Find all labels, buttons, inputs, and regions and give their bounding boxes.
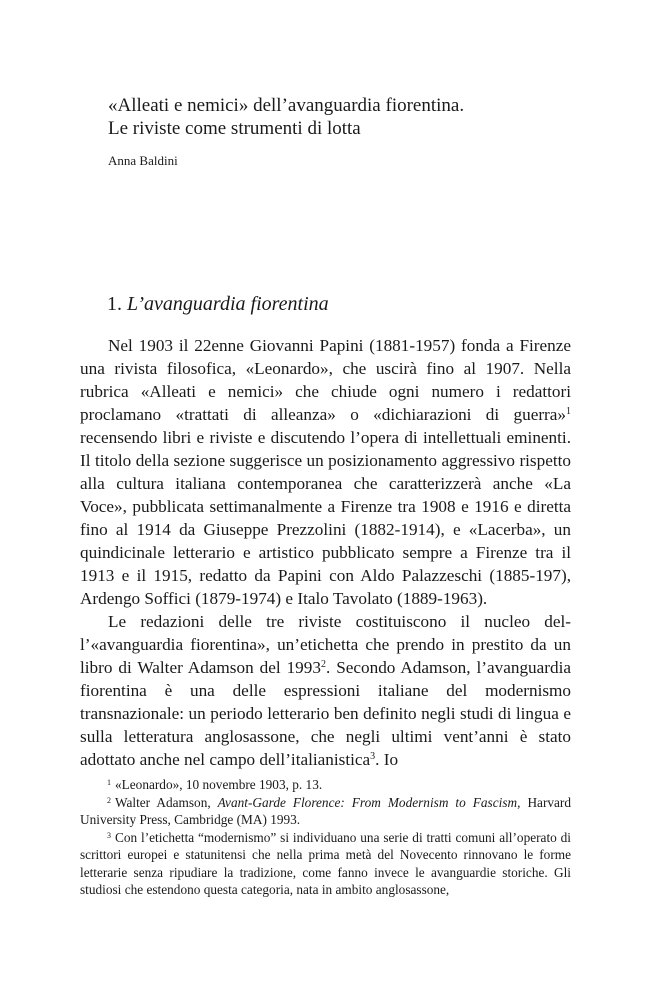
article-title	[108, 94, 588, 140]
footnote-ref: 1	[566, 406, 571, 417]
author-name: Anna Baldini	[108, 153, 178, 168]
paragraph	[80, 334, 571, 610]
footnote	[80, 829, 571, 899]
paragraph-text: . Secondo Adamson, l’avanguardia fiorentina è una delle espressioni italiane del modernismo transnazionale: un periodo letterario ben definito negli studi di lingua e sulla letteratura anglosassone, che negli ultimi vent’anni è stato adottato anche nel campo dell’italianistica	[80, 658, 571, 769]
paragraph-text: Le redazioni delle tre riviste costituiscono il nucleo dell’«avanguardia fiorentina», un’etichetta che prendo in prestito da un libro di Walter Adamson del 1993	[80, 612, 571, 677]
article-title-line-2: Le riviste come strumenti di lotta	[108, 118, 361, 139]
footnote-book-title: Avant-Garde Florence: From Modernism to Fascism	[217, 794, 518, 810]
section-title: L’avanguardia fiorentina	[127, 293, 329, 315]
paragraph	[80, 610, 571, 771]
footnote-mark: 1	[107, 778, 111, 787]
body-text	[80, 334, 571, 771]
article-title-line-1: «Alleati e nemici» dell’avanguardia fiorentina.	[108, 95, 465, 116]
paragraph-text: . Io	[375, 750, 399, 769]
paragraph-text: Nel 1903 il 22enne Giovanni Papini (1881-1957) fonda a Firenze una rivista filosofica, «Leonardo», che uscirà fino al 1907. Nella rubrica «Alleati e nemici» che chiude ogni numero i redattori proclamano «trattati di alleanza» o «dichiarazioni di guerra»	[80, 336, 571, 424]
paragraph-text: recensendo libri e riviste e discutendo l’opera di intellettuali eminenti. Il titolo della sezione suggerisce un posizionamento aggressivo rispetto alla cultura italiana contemporanea che caratterizzerà anche «La Voce», pubblicata settimanalmente a Firenze tra 1908 e 1916 e diretta fino al 1914 da Giuseppe Prezzolini (1882-1914), e «Lacerba», un quindicinale letterario e artistico pubblicato sempre a Firenze tra il 1913 e il 1915, redatto da Papini con Aldo Palazzeschi (1885-197), Ardengo Soffici (1879-1974) e Italo Tavolato (1889-1963).	[80, 428, 571, 608]
section-heading	[107, 292, 329, 316]
footnote-mark: 3	[107, 830, 111, 840]
footnote	[80, 776, 571, 794]
footnote-text: «Leonardo», 10 novembre 1903, p. 13.	[115, 777, 323, 792]
footnote-text: Con l’etichetta “modernismo” si individuano una serie di tratti comuni all’operato di scrittori europei e statunitensi che nella prima metà del Novecento rinnovano le forme letterarie senza ripudiare la tradizione, come fanno invece le avanguardie storiche. Gli studiosi che estendono questa categoria, nata in ambito anglosassone,	[80, 829, 571, 897]
footnote-ref: 2	[320, 659, 326, 670]
section-number: 1.	[107, 293, 122, 315]
footnote-ref: 3	[370, 751, 376, 762]
footnote-author: Walter Adamson,	[115, 794, 218, 810]
footnote-mark: 2	[107, 795, 111, 805]
footnote	[80, 794, 571, 829]
footnotes	[80, 776, 571, 899]
footnote-text: , Harvard University Press, Cambridge (MA) 1993.	[80, 794, 571, 827]
